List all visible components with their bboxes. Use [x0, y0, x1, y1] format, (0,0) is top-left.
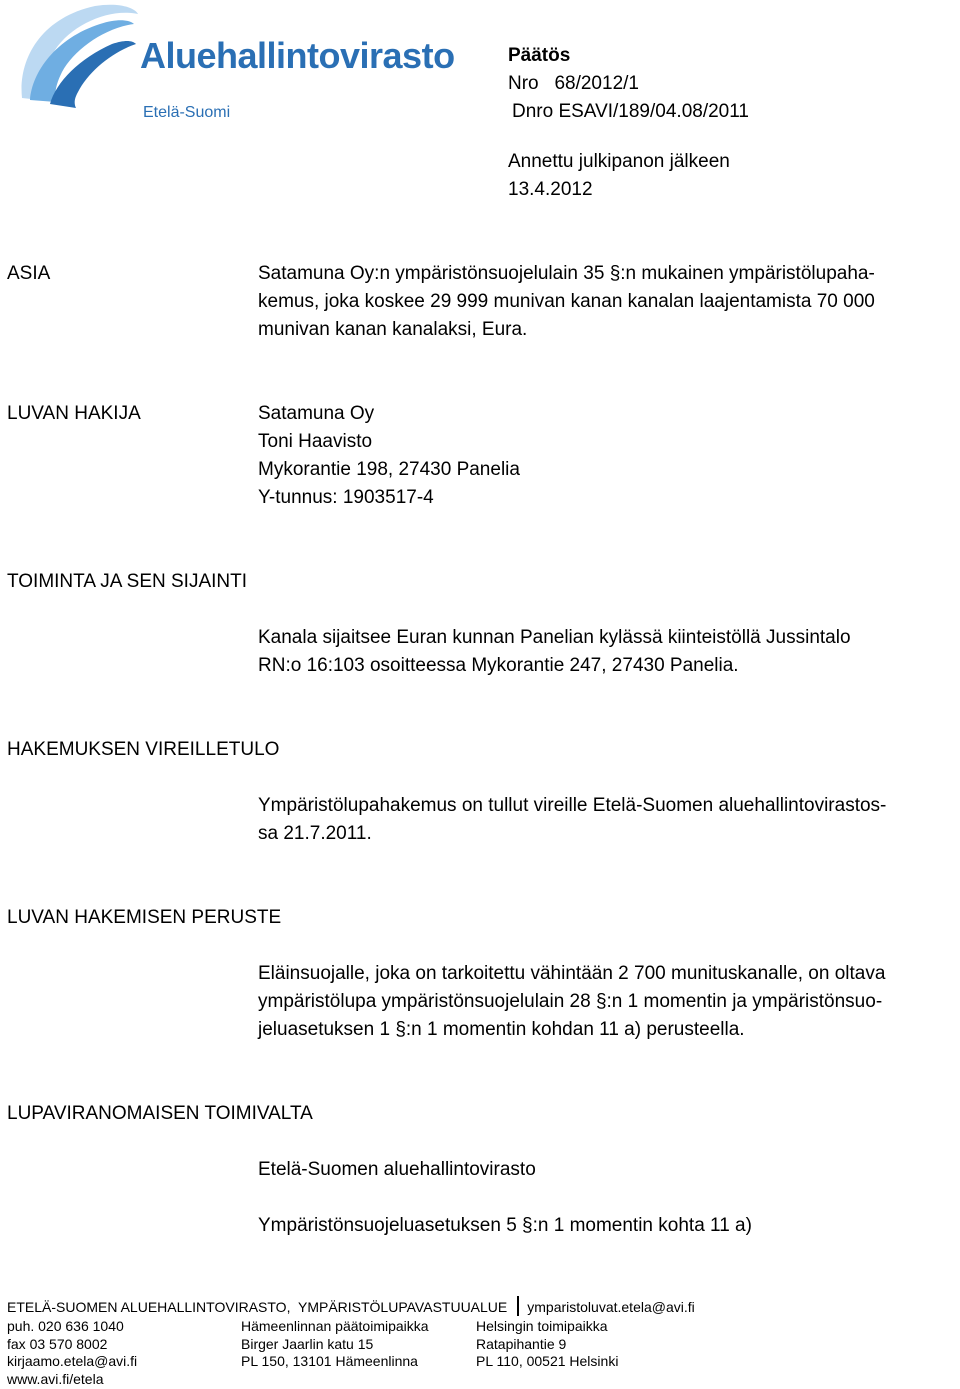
decision-number: Nro 68/2012/1: [508, 73, 639, 94]
body-line: ympäristölupa ympäristönsuojelulain 28 §:n 1 momentin ja ympäristönsuo-: [258, 991, 883, 1012]
body-line: kemus, joka koskee 29 999 munivan kanan kanalan laajentamista 70 000: [258, 291, 875, 312]
authority-name: Etelä-Suomen aluehallintovirasto: [258, 1159, 536, 1180]
applicant-address: Mykorantie 198, 27430 Panelia: [258, 459, 520, 480]
document-type: Päätös: [508, 45, 571, 66]
section-label-hakija: LUVAN HAKIJA: [7, 403, 141, 424]
region-name: Etelä-Suomi: [143, 104, 231, 121]
footer-separator: [517, 1296, 519, 1316]
logo-wordmark: Aluehallintovirasto: [140, 35, 455, 76]
footer-helsinki-column: [476, 1318, 618, 1371]
footer-contact-column: [7, 1318, 137, 1388]
contact-person: Toni Haavisto: [258, 431, 373, 452]
section-body-asia: [258, 260, 960, 344]
body-line: Kanala sijaitsee Euran kunnan Panelian kylässä kiinteistöllä Jussintalo: [258, 627, 851, 648]
footer-office-po: PL 150, 13101 Hämeenlinna: [241, 1353, 418, 1369]
footer-office-title: Helsingin toimipaikka: [476, 1318, 608, 1334]
section-label-toimivalta: LUPAVIRANOMAISEN TOIMIVALTA: [7, 1103, 313, 1124]
footer-email[interactable]: kirjaamo.etela@avi.fi: [7, 1353, 138, 1369]
body-line: Eläinsuojalle, joka on tarkoitettu vähintään 2 700 munituskanalle, on oltava: [258, 963, 886, 984]
section-body-vireille: [258, 792, 960, 848]
footer-office-street: Birger Jaarlin katu 15: [241, 1335, 374, 1352]
diary-number: Dnro ESAVI/189/04.08/2011: [512, 101, 749, 122]
footer-hameenlinna-column: [241, 1318, 429, 1371]
agency-logo: [0, 0, 455, 110]
footer-office-po: PL 110, 00521 Helsinki: [476, 1353, 619, 1369]
authority-basis: Ympäristönsuojeluasetuksen 5 §:n 1 momentin kohta 11 a): [258, 1215, 752, 1236]
footer-phone: puh. 020 636 1040: [7, 1318, 124, 1334]
section-label-peruste: LUVAN HAKEMISEN PERUSTE: [7, 907, 282, 928]
issue-date: 13.4.2012: [508, 179, 593, 200]
footer-fax: fax 03 570 8002: [7, 1335, 108, 1352]
body-line: jeluasetuksen 1 §:n 1 momentin kohdan 11 a) perusteella.: [258, 1019, 745, 1040]
body-line: Satamuna Oy:n ympäristönsuojelulain 35 §:n mukainen ympäristölupaha-: [258, 263, 875, 284]
business-id: Y-tunnus: 1903517-4: [258, 487, 434, 508]
section-body-toiminta: [258, 624, 960, 680]
section-body-hakija: [258, 400, 960, 512]
section-body-peruste: [258, 960, 960, 1044]
body-line: munivan kanan kanalaksi, Eura.: [258, 319, 528, 340]
footer-office-title: Hämeenlinnan päätoimipaikka: [241, 1318, 429, 1334]
applicant-name: Satamuna Oy: [258, 403, 375, 424]
footer-website[interactable]: www.avi.fi/etela: [7, 1370, 104, 1387]
body-line: RN:o 16:103 osoitteessa Mykorantie 247, 27430 Panelia.: [258, 655, 739, 676]
footer-unit-email[interactable]: ymparistoluvat.etela@avi.fi: [527, 1299, 695, 1315]
section-label-vireille: HAKEMUKSEN VIREILLETULO: [7, 739, 280, 760]
body-line: Ympäristölupahakemus on tullut vireille Etelä-Suomen aluehallintovirastos-: [258, 795, 887, 816]
document-header: [508, 42, 749, 204]
footer-unit-name: ETELÄ-SUOMEN ALUEHALLINTOVIRASTO, YMPÄRISTÖLUPAVASTUUALUE: [7, 1299, 508, 1315]
section-label-toiminta: TOIMINTA JA SEN SIJAINTI: [7, 571, 248, 592]
body-line: sa 21.7.2011.: [258, 823, 372, 844]
footer-office-street: Ratapihantie 9: [476, 1335, 567, 1352]
section-label-asia: ASIA: [7, 263, 51, 284]
footer-heading: [7, 1298, 695, 1318]
issued-note: Annettu julkipanon jälkeen: [508, 151, 730, 172]
